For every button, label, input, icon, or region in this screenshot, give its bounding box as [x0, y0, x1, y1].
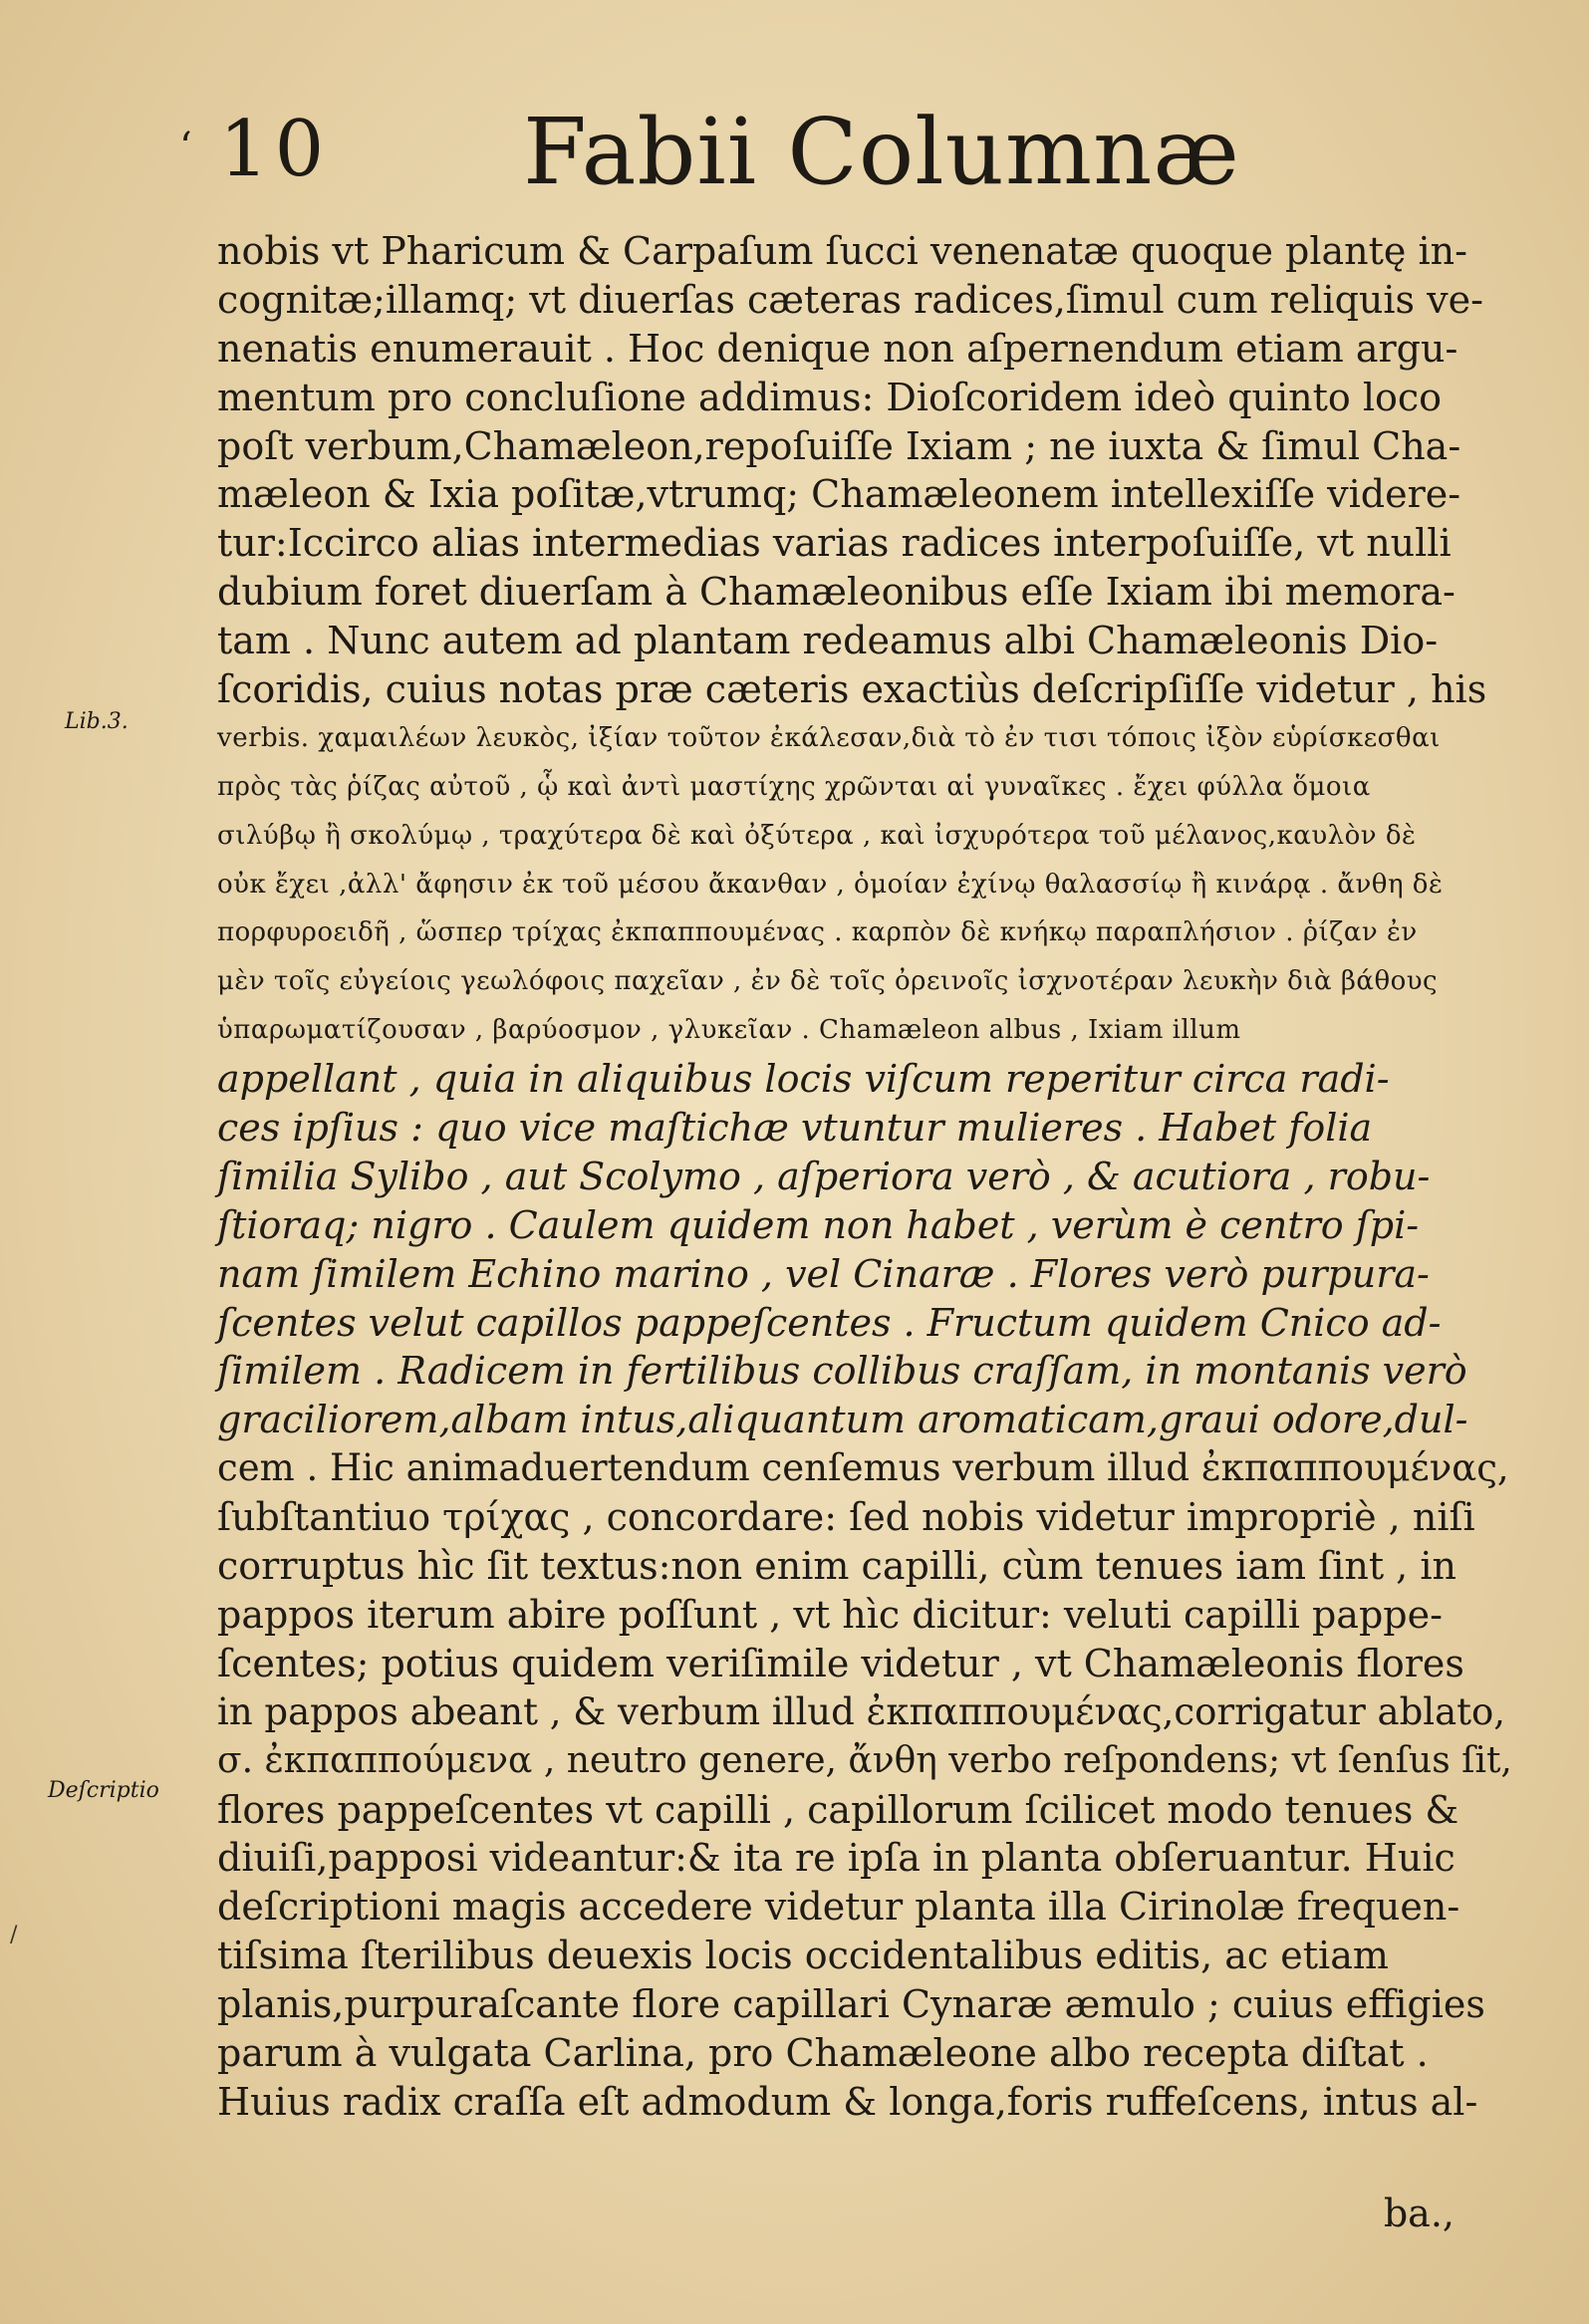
greek-line: πορφυροειδῆ , ὥσπερ τρίχας ἐκπαππουμένας . καρπὸν δὲ κνήκῳ παραπλήσιον . ῥίζαν ἐν [217, 917, 1418, 948]
greek-line: verbis. χαμαιλέων λευκὸς, ἰξίαν τοῦτον ἐκάλεσαν,διὰ τὸ ἐν τισι τόποις ἰξὸν εὑρίσκεσθαι [217, 722, 1441, 753]
greek-line: πρὸς τὰς ῥίζας αὐτοῦ , ᾧ καὶ ἀντὶ μαστίχης χρῶνται αἱ γυναῖκες . ἔχει φύλλα ὅμοια [217, 771, 1371, 802]
italic-line: ſimilia Sylibo , aut Scolymo , aſperiora verò , & acutiora , robu- [217, 1154, 1431, 1198]
text-line: mæleon & Ixia poſitæ,vtrumq; Chamæleonem intellexiſſe videre- [217, 472, 1461, 517]
text-line: tiſsima ſterilibus deuexis locis occidentalibus editis, ac etiam [217, 1934, 1389, 1978]
text-line: ſcoridis, cuius notas præ cæteris exactiùs deſcripſiſſe videtur , his [217, 667, 1487, 712]
header-mark: ʻ [179, 125, 192, 170]
italic-line: nam ſimilem Echino marino , vel Cinaræ . Flores verò purpura- [217, 1251, 1430, 1296]
running-title: Fabii Columnæ [523, 99, 1240, 205]
text-line: poſt verbum,Chamæleon,repoſuiſſe Ixiam ; ne iuxta & ſimul Cha- [217, 423, 1461, 468]
greek-line: οὐκ ἔχει ,ἀλλ' ἄφησιν ἐκ τοῦ μέσου ἄκανθαν , ὁμοίαν ἐχίνῳ θαλασσίῳ ἢ κινάρᾳ . ἄνθη δὲ [217, 869, 1444, 900]
text-line: planis,purpuraſcante flore capillari Cynaræ æmulo ; cuius effigies [217, 1982, 1485, 2027]
margin-note-book: Lib.3. [65, 709, 129, 734]
page-header [179, 99, 1474, 214]
greek-line: μὲν τοῖς εὐγείοις γεωλόφοις παχεῖαν , ἐν δὲ τοῖς ὀρεινοῖς ἰσχνοτέραν λευκὴν διὰ βάθους [217, 966, 1439, 997]
italic-line: ſimilem . Radicem in fertilibus collibus craſſam, in montanis verò [217, 1349, 1467, 1394]
italic-line: appellant , quia in aliquibus locis viſcum reperitur circa radi- [217, 1057, 1390, 1102]
text-line: cognitæ;illamq; vt diuerſas cæteras radices,ſimul cum reliquis ve- [217, 277, 1483, 322]
text-line: mentum pro concluſione addimus: Dioſcoridem ideò quinto loco [217, 375, 1443, 419]
page-number: 10 [219, 105, 331, 194]
text-line: tam . Nunc autem ad plantam redeamus albi Chamæleonis Dio- [217, 619, 1439, 663]
text-line: tur:Iccirco alias intermedias varias radices interpoſuiſſe, vt nulli [217, 521, 1452, 566]
text-line: in pappos abeant , & verbum illud ἐκπαππουμένας,corrigatur ablato, [217, 1689, 1506, 1733]
text-line: dubium foret diuerſam à Chamæleonibus eſſe Ixiam ibi memora- [217, 570, 1456, 615]
text-line: parum à vulgata Carlina, pro Chamæleone albo recepta diſtat . [217, 2030, 1429, 2075]
text-line: deſcriptioni magis accedere videtur planta illa Cirinolæ frequen- [217, 1885, 1460, 1930]
text-line: σ. ἐκπαππούμενα , neutro genere, ἄνθη verbo reſpondens; vt ſenſus ſit, [217, 1739, 1512, 1781]
italic-line: ſcentes velut capillos pappeſcentes . Fructum quidem Cnico ad- [217, 1300, 1442, 1345]
text-line: flores pappeſcentes vt capilli , capillorum ſcilicet modo tenues & [217, 1787, 1459, 1832]
margin-note-descriptio: Deſcriptio [48, 1778, 159, 1803]
text-line: cem . Hic animaduertendum cenſemus verbum illud ἐκπαππουμένας, [217, 1446, 1509, 1490]
text-line: Huius radix craſſa eſt admodum & longa,foris ruffeſcens, intus al- [217, 2079, 1478, 2124]
text-block [217, 227, 1512, 2127]
text-line: corruptus hìc ſit textus:non enim capilli, cùm tenues iam ſint , in [217, 1544, 1457, 1589]
text-line: ſubſtantiuo τρίχας , concordare: ſed nobis videtur impropriè , niſi [217, 1495, 1475, 1540]
margin-tick: / [10, 1923, 18, 1947]
greek-line: σιλύβῳ ἢ σκολύμῳ , τραχύτερα δὲ καὶ ὀξύτερα , καὶ ἰσχυρότερα τοῦ μέλανος,καυλὸν δὲ [217, 820, 1417, 851]
greek-line: ὑπαρωματίζουσαν , βαρύοσμον , γλυκεῖαν . Chamæleon albus , Ixiam illum [217, 1015, 1241, 1046]
italic-line: ces ipſius : quo vice maſtichæ vtuntur mulieres . Habet folia [217, 1106, 1373, 1151]
text-line: ſcentes; potius quidem veriſimile videtur , vt Chamæleonis flores [217, 1641, 1464, 1685]
italic-line: ſtioraq; nigro . Caulem quidem non habet , verùm è centro ſpi- [217, 1202, 1420, 1247]
italic-line: graciliorem,albam intus,aliquantum aromaticam,graui odore,dul- [217, 1398, 1468, 1442]
text-line: diuiſi,papposi videantur:& ita re ipſa in planta obſeruantur. Huic [217, 1836, 1456, 1881]
catchword: ba., [1383, 2192, 1455, 2235]
text-line: pappos iterum abire poſſunt , vt hìc dicitur: veluti capilli pappe- [217, 1592, 1443, 1637]
text-line: nobis vt Pharicum & Carpaſum ſucci venenatæ quoque plantę in- [217, 229, 1467, 273]
text-line: nenatis enumerauit . Hoc denique non aſpernendum etiam argu- [217, 326, 1458, 371]
